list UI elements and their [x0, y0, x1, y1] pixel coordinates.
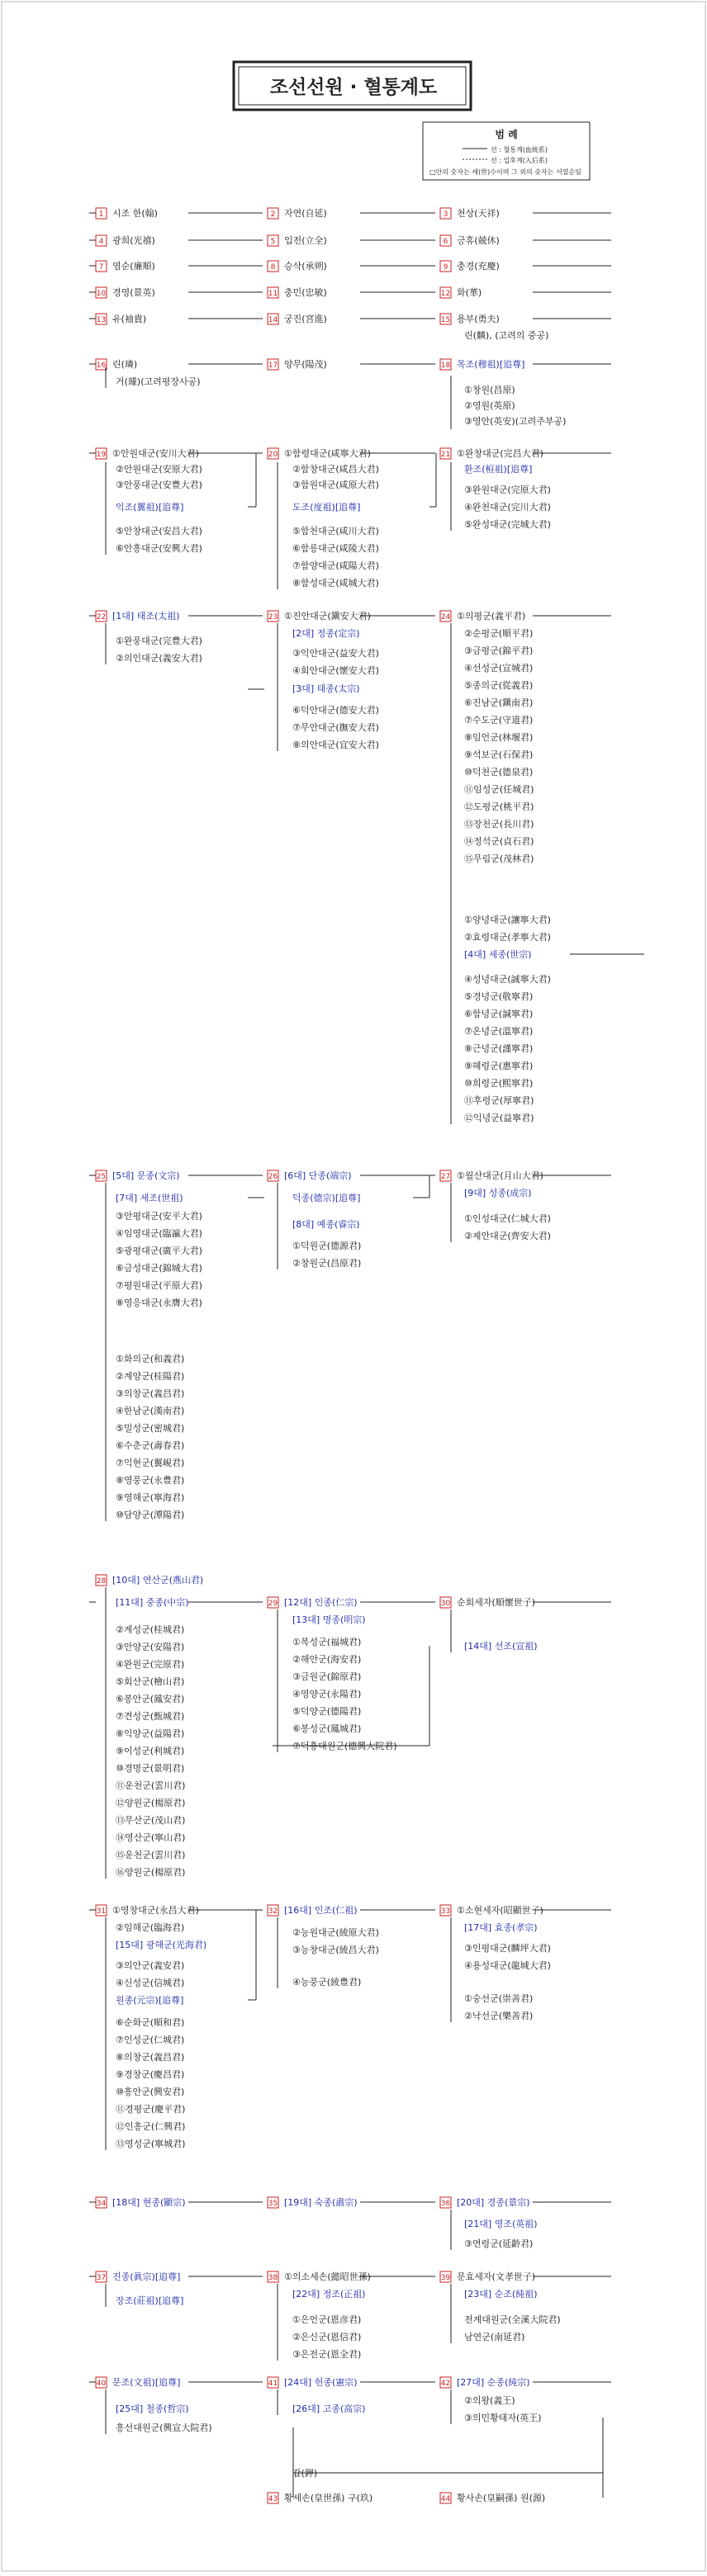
tree-node-label: ⑪후령군(厚寧君): [464, 1095, 534, 1106]
tree-node-label: 남연군(南延君): [464, 2332, 525, 2342]
tree-node-label: ⑪경평군(慶平君): [116, 2104, 186, 2115]
tree-node-label: ⑥함릉대군(咸陵大君): [292, 543, 379, 554]
page-border: [2, 2, 705, 2571]
tree-node-label: ⑤밀성군(密城君): [116, 1423, 185, 1434]
generation-number: 1: [98, 210, 104, 219]
tree-node-label: ②임해군(臨海君): [116, 1922, 185, 1933]
tree-node-label: ③완원대군(完原大君): [464, 484, 551, 495]
generation-number: 18: [440, 362, 451, 370]
tree-node-label: ②안원대군(安原大君): [116, 464, 202, 475]
tree-node-label: ⑤경녕군(敬寧君): [464, 991, 534, 1002]
generation-number: 26: [268, 1173, 278, 1181]
tree-node-label: 전계대원군(全溪大院君): [464, 2314, 561, 2325]
tree-node-label: 장조(莊祖)[追尊]: [116, 2295, 184, 2306]
tree-node-label: ⑤덕양군(德陽君): [292, 1706, 362, 1717]
generation-number: 8: [270, 263, 276, 272]
tree-node-label: 린(璘): [112, 359, 138, 370]
tree-node-label: ⑦덕흥대원군(德興大院君): [292, 1741, 397, 1751]
tree-node-label: ②계양군(桂陽君): [116, 1371, 185, 1382]
generation-number: 11: [268, 290, 278, 298]
tree-node-label: ③안평대군(安平大君): [116, 1211, 202, 1222]
tree-node-label: ⑨경창군(慶昌君): [116, 2069, 185, 2080]
generation-number: 6: [443, 238, 448, 246]
tree-node-label: [13대] 명종(明宗): [292, 1614, 366, 1625]
generation-number: 22: [96, 613, 107, 622]
tree-node-label: [21대] 영조(英祖): [464, 2219, 538, 2229]
tree-node-label: ⑩덕천군(德泉君): [464, 767, 534, 778]
tree-node-label: 입전(立全): [284, 235, 327, 246]
tree-node-label: ⑥순화군(順和君): [116, 2017, 185, 2028]
tree-node-label: ④회안대군(懷安大君): [292, 665, 379, 676]
tree-node-label: ③함원대군(咸原大君): [292, 480, 379, 490]
tree-node-label: 갑(鉀): [292, 2468, 318, 2479]
tree-node-label: [27대] 순종(純宗): [457, 2377, 530, 2388]
tree-node-label: 경영(景英): [112, 287, 155, 298]
tree-node-label: ⑯양원군(楊原君): [116, 1867, 186, 1878]
tree-node-label: 용부(勇夫): [457, 314, 500, 324]
tree-node-label: ①은언군(恩彦君): [292, 2314, 362, 2325]
tree-node-label: [15대] 광해군(光海君): [116, 1940, 207, 1950]
tree-node-label: ③의안군(義安君): [116, 1960, 185, 1971]
generation-number: 23: [268, 613, 278, 622]
generation-number: 17: [268, 362, 278, 370]
generation-number: 42: [440, 2380, 451, 2388]
generation-number: 15: [440, 316, 451, 324]
generation-number: 31: [96, 1907, 107, 1916]
tree-node-label: ⑦무안대군(撫安大君): [292, 722, 379, 733]
tree-node-label: ③영안(英安)(고려주부공): [464, 416, 567, 427]
tree-node-label: [11대] 중종(中宗): [116, 1597, 189, 1608]
tree-node-label: 순회세자(順懷世子): [457, 1597, 536, 1608]
generation-number: 21: [440, 451, 451, 459]
tree-node-label: ①화의군(和義君): [116, 1354, 185, 1364]
tree-node-label: ⑤광평대군(廣平大君): [116, 1245, 202, 1256]
tree-node-label: 진종(眞宗)[追尊]: [112, 2271, 181, 2282]
tree-node-label: [5대] 문종(文宗): [112, 1170, 180, 1181]
tree-node-label: ⑥봉안군(鳳安君): [116, 1694, 185, 1704]
tree-node-label: ⑩담양군(潭陽君): [116, 1510, 185, 1520]
tree-node-label: ③안풍대군(安豊大君): [116, 480, 202, 490]
tree-node-label: ④능풍군(綾豊君): [292, 1977, 362, 1988]
tree-node-label: ②은신군(恩信君): [292, 2332, 362, 2342]
tree-node-label: 자연(自延): [284, 208, 327, 219]
generation-number: 19: [96, 451, 107, 459]
tree-node-label: ③금원군(錦原君): [292, 1671, 362, 1682]
generation-number: 30: [440, 1600, 451, 1608]
tree-node-label: ①진안대군(鎭安大君): [284, 611, 371, 622]
tree-node-label: 목조(穆祖)[追尊]: [457, 359, 525, 370]
generation-number: 36: [440, 2200, 451, 2208]
tree-node-label: ⑬장천군(長川君): [464, 819, 534, 830]
tree-node-label: 도조(度祖)[追尊]: [292, 502, 361, 513]
legend-title: 범 례: [495, 129, 518, 140]
tree-node-label: ⑥진남군(鎭南君): [464, 697, 534, 708]
tree-node-label: ⑦함양대군(咸陽大君): [292, 560, 379, 571]
tree-node-label: [2대] 정종(定宗): [292, 628, 360, 639]
tree-node-label: ①의평군(義平君): [457, 611, 526, 622]
tree-node-label: [20대] 경종(景宗): [457, 2197, 530, 2208]
tree-node-label: ③안양군(安陽君): [116, 1642, 185, 1652]
generation-number: 7: [98, 263, 104, 272]
generation-number: 20: [268, 451, 278, 459]
tree-node-label: ①양녕대군(讓寧大君): [464, 915, 551, 925]
tree-node-label: ③연령군(延齡君): [464, 2238, 534, 2249]
tree-node-label: ⑨석보군(石保君): [464, 749, 534, 760]
tree-node-label: ⑧근녕군(謹寧君): [464, 1043, 534, 1054]
tree-node-label: ②효령대군(孝寧大君): [464, 932, 551, 943]
tree-node-label: 천상(天祥): [457, 208, 500, 219]
tree-node-label: 흥선대원군(興宣大院君): [116, 2422, 212, 2433]
tree-node-label: ⑬영성군(寧城君): [116, 2139, 186, 2149]
generation-number: 44: [440, 2495, 451, 2503]
tree-node-label: ⑪운천군(雲川君): [116, 1780, 186, 1791]
tree-node-label: ⑧의안대군(宜安大君): [292, 740, 379, 750]
generation-number: 27: [440, 1173, 451, 1181]
tree-node-label: ②낙선군(樂善君): [464, 2011, 534, 2021]
tree-node-label: ①안원대군(安川大君): [112, 448, 199, 459]
tree-node-label: ②의왕(義王): [464, 2395, 515, 2406]
tree-node-label: [16대] 인조(仁祖): [284, 1905, 358, 1916]
tree-node-label: ④영양군(永陽君): [292, 1689, 362, 1699]
tree-node-label: ④선성군(宣城君): [464, 663, 534, 674]
tree-node-label: 원종(元宗)[追尊]: [116, 1995, 184, 2006]
tree-node-label: ④임영대군(臨瀛大君): [116, 1228, 202, 1239]
tree-node-label: [6대] 단종(端宗): [284, 1170, 352, 1181]
tree-node-label: 익조(翼祖)[追尊]: [116, 502, 184, 513]
tree-node-label: ②순평군(順平君): [464, 628, 534, 639]
tree-node-label: [18대] 현종(顯宗): [112, 2197, 186, 2208]
tree-node-label: ⑦인성군(仁城君): [116, 2035, 185, 2045]
tree-node-label: ①영창대군(永昌大君): [112, 1905, 199, 1916]
tree-node-label: [26대] 고종(高宗): [292, 2403, 366, 2414]
tree-node-label: ④완천대군(完川大君): [464, 502, 551, 513]
tree-node-label: [19대] 숙종(肅宗): [284, 2197, 358, 2208]
generation-number: 37: [96, 2274, 107, 2282]
tree-node-label: ⑧임언군(林堰君): [464, 732, 534, 743]
generation-number: 25: [96, 1173, 107, 1181]
tree-node-label: [3대] 태종(太宗): [292, 683, 360, 694]
tree-node-label: ⑤함천대군(咸川大君): [292, 526, 379, 536]
tree-node-label: ①월산대군(月山大君): [457, 1170, 543, 1181]
tree-node-label: [10대] 연산군(燕山君): [112, 1575, 204, 1586]
tree-node-label: 유(袖貴): [112, 314, 147, 324]
generation-number: 5: [270, 238, 276, 246]
tree-node-label: [17대] 효종(孝宗): [464, 1922, 538, 1933]
tree-node-label: ③금평군(錦平君): [464, 645, 534, 656]
generation-number: 41: [268, 2380, 278, 2388]
legend-line-2: 선 : 입후계(入后系): [491, 157, 548, 164]
tree-node-label: ②창원군(昌原君): [292, 1258, 362, 1269]
tree-node-label: ④한남군(漢南君): [116, 1406, 185, 1416]
generation-number: 24: [440, 613, 451, 622]
legend-line-1: 선 : 혈통계(血統系): [491, 146, 548, 154]
tree-node-label: ⑨이성군(利城君): [116, 1746, 185, 1756]
tree-node-label: ⑦수도군(守道君): [464, 715, 534, 726]
tree-node-label: ③의민황태자(英王): [464, 2413, 542, 2423]
tree-node-label: ⑦견성군(甄城君): [116, 1711, 185, 1722]
tree-node-label: ⑩경명군(景明君): [116, 1763, 185, 1774]
tree-node-label: 거(璩)(고려평장사공): [116, 376, 201, 387]
tree-node-label: 황사손(皇嗣孫) 원(源): [457, 2493, 546, 2503]
tree-node-label: ⑥함녕군(諴寧君): [464, 1009, 534, 1019]
generation-number: 9: [443, 263, 448, 272]
tree-node-label: ⑨영해군(寧海君): [116, 1492, 185, 1503]
generation-number: 28: [96, 1577, 107, 1586]
tree-node-label: 염순(廉順): [112, 261, 155, 272]
tree-node-label: ⑧영응대군(永膺大君): [116, 1297, 202, 1308]
tree-node-label: ②영원(英原): [464, 400, 515, 411]
tree-node-label: [4대] 세종(世宗): [464, 949, 532, 960]
tree-node-label: ⑧함성대군(咸城大君): [292, 578, 379, 588]
generation-number: 33: [440, 1907, 451, 1916]
tree-node-label: 린(麟), (고려의 중공): [464, 330, 549, 341]
generation-number: 34: [96, 2200, 107, 2208]
legend-line-3: □안의 숫자는 세(世)수이며 그 외의 숫자는 서열순임: [429, 168, 581, 176]
tree-node-label: [9대] 성종(成宗): [464, 1188, 532, 1198]
tree-node-label: ①복성군(福城君): [292, 1637, 362, 1647]
tree-node-label: ①소현세자(昭顯世子): [457, 1905, 543, 1916]
generation-number: 2: [270, 210, 276, 219]
tree-node-label: ①완풍대군(完豊大君): [116, 636, 202, 646]
tree-node-label: 양무(陽茂): [284, 359, 327, 370]
title-text: 조선선원 · 혈통계도: [269, 77, 438, 98]
tree-node-label: [7대] 세조(世祖): [116, 1193, 183, 1203]
tree-node-label: 시조 한(翰): [112, 208, 158, 219]
tree-node-label: ⑮무림군(茂林君): [464, 853, 534, 864]
tree-node-label: ⑩희령군(熙寧君): [464, 1078, 534, 1089]
tree-node-label: 광희(光禧): [112, 235, 155, 246]
tree-node-label: ④용성대군(龍城大君): [464, 1960, 551, 1971]
generation-number: 16: [96, 362, 107, 370]
tree-node-label: 충민(忠敏): [284, 287, 327, 298]
tree-node-label: ②제안대군(齊安大君): [464, 1231, 551, 1241]
tree-node-label: ⑥덕안대군(德安大君): [292, 705, 379, 716]
tree-node-label: ⑫도평군(桃平君): [464, 801, 534, 812]
tree-node-label: ⑦평원대군(平原大君): [116, 1280, 202, 1291]
tree-node-label: [14대] 선조(宣祖): [464, 1641, 538, 1652]
generation-number: 3: [443, 210, 448, 219]
tree-node-label: ③의창군(義昌君): [116, 1388, 185, 1399]
tree-node-label: ⑭영산군(寧山君): [116, 1832, 186, 1843]
tree-node-label: 환조(桓祖)[追尊]: [464, 464, 533, 475]
tree-node-label: ⑧영풍군(永豊君): [116, 1475, 185, 1486]
tree-node-label: [22대] 정조(正祖): [292, 2289, 366, 2299]
generation-number: 4: [98, 238, 104, 246]
tree-node-label: ⑮운천군(雲川君): [116, 1850, 186, 1860]
tree-node-label: 덕종(德宗)[追尊]: [292, 1193, 361, 1203]
generation-number: 29: [268, 1600, 278, 1608]
tree-node-label: ⑥안흥대군(安興大君): [116, 543, 202, 554]
tree-node-label: ⑤안창대군(安昌大君): [116, 526, 202, 536]
tree-node-label: ①완창대군(完昌大君): [457, 448, 543, 459]
tree-node-label: ②계성군(桂城君): [116, 1624, 185, 1635]
tree-node-label: ⑫인흥군(仁興君): [116, 2121, 186, 2132]
tree-node-label: ③익안대군(益安大君): [292, 648, 379, 659]
generation-number: 43: [268, 2495, 278, 2503]
tree-node-label: ④완원군(完原君): [116, 1659, 185, 1670]
tree-node-label: 긍휴(兢休): [457, 235, 500, 246]
generation-number: 39: [440, 2274, 451, 2282]
generation-number: 14: [268, 316, 278, 324]
tree-node-label: 화(華): [457, 287, 482, 298]
tree-node-label: ⑫양원군(楊原君): [116, 1798, 186, 1808]
tree-node-label: ⑥수춘군(壽春君): [116, 1440, 185, 1451]
tree-node-label: ③인평대군(麟坪大君): [464, 1943, 551, 1954]
tree-node-label: ⑥금성대군(錦城大君): [116, 1263, 202, 1274]
tree-node-label: 승삭(承朔): [284, 261, 327, 272]
tree-node-label: [23대] 순조(純祖): [464, 2289, 538, 2299]
tree-node-label: ⑤회산군(檜山君): [116, 1676, 185, 1687]
generation-number: 12: [440, 290, 451, 298]
tree-node-label: [25대] 철종(哲宗): [116, 2403, 189, 2414]
tree-node-label: ⑬무산군(茂山君): [116, 1815, 186, 1826]
tree-node-label: ①함령대군(咸寧大君): [284, 448, 371, 459]
tree-node-label: ⑧익양군(益陽君): [116, 1728, 185, 1739]
tree-node-label: 문조(文祖)[追尊]: [112, 2377, 181, 2388]
tree-node-label: [12대] 인종(仁宗): [284, 1597, 358, 1608]
tree-node-label: [1대] 태조(太祖): [112, 611, 180, 622]
generation-number: 13: [96, 316, 107, 324]
generation-number: 38: [268, 2274, 278, 2282]
tree-node-label: ②능원대군(綾原大君): [292, 1927, 379, 1938]
tree-node-label: ③능창대군(綾昌大君): [292, 1945, 379, 1955]
tree-node-label: ⑤완성대군(完城大君): [464, 519, 551, 530]
tree-node-label: ④성녕대군(誠寧大君): [464, 974, 551, 985]
tree-node-label: ①창원(昌原): [464, 385, 515, 395]
tree-node-label: ③은전군(恩全君): [292, 2349, 362, 2360]
tree-node-label: ⑫익녕군(益寧君): [464, 1113, 534, 1123]
tree-node-label: 충경(充慶): [457, 261, 500, 272]
tree-node-label: 황세손(皇世孫) 구(玖): [284, 2493, 373, 2503]
tree-node-label: ②해안군(海安君): [292, 1654, 362, 1665]
tree-node-label: ⑤종의군(從義君): [464, 680, 534, 691]
tree-node-label: 궁진(宮進): [284, 314, 327, 324]
tree-node-label: ⑥봉성군(鳳城君): [292, 1723, 362, 1734]
tree-node-label: ②의인대군(義安大君): [116, 653, 202, 664]
generation-number: 10: [96, 290, 107, 298]
tree-node-label: ⑩흥안군(興安君): [116, 2087, 185, 2097]
tree-node-label: ④신성군(信城君): [116, 1978, 185, 1988]
tree-node-label: ①의소세손(懿昭世孫): [284, 2271, 371, 2282]
generation-number: 40: [96, 2380, 107, 2388]
generation-number: 32: [268, 1907, 278, 1916]
tree-node-label: ②함창대군(咸昌大君): [292, 464, 379, 475]
generation-number: 35: [268, 2200, 278, 2208]
tree-node-label: ⑧의창군(義昌君): [116, 2052, 185, 2063]
tree-node-label: ①인성대군(仁城大君): [464, 1213, 551, 1224]
tree-node-label: [24대] 헌종(憲宗): [284, 2377, 358, 2388]
tree-node-label: ⑭정석군(貞石君): [464, 836, 534, 847]
tree-node-label: ⑨혜령군(惠寧君): [464, 1061, 534, 1071]
tree-node-label: ⑦온녕군(溫寧君): [464, 1026, 534, 1037]
tree-node-label: ⑪임성군(任城君): [464, 784, 534, 795]
tree-node-label: ①숭선군(崇善君): [464, 1993, 534, 2004]
tree-node-label: ⑦익현군(翼峴君): [116, 1458, 185, 1468]
tree-node-label: [8대] 예종(睿宗): [292, 1219, 360, 1230]
tree-node-label: ①덕원군(德源君): [292, 1241, 362, 1251]
tree-node-label: 문효세자(文孝世子): [457, 2271, 536, 2282]
